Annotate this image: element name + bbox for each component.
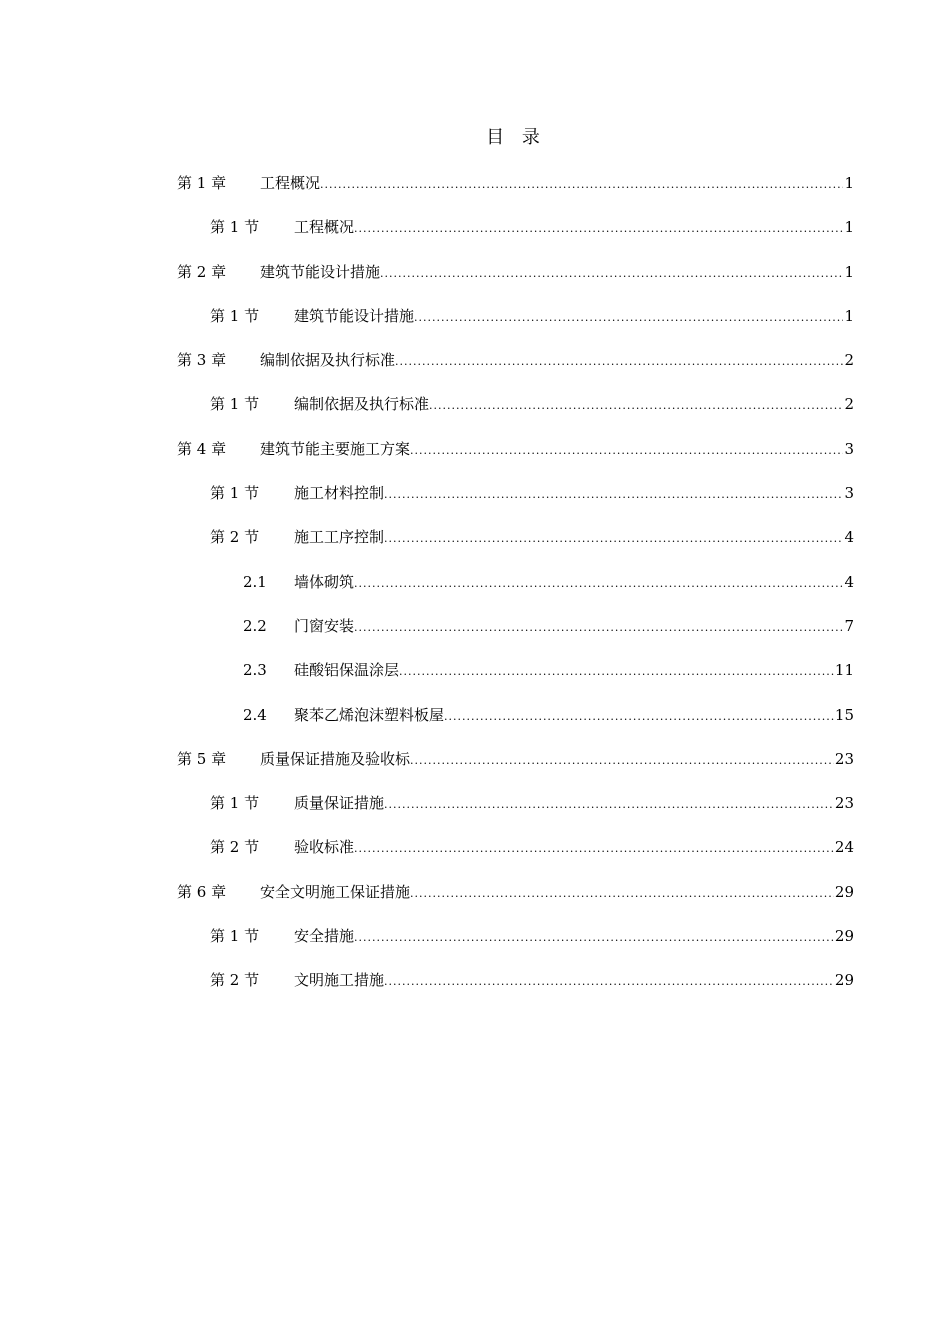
toc-entry[interactable] — [0, 703, 950, 747]
toc-entry-title: 编制依据及执行标准 — [294, 395, 430, 414]
toc-entry-page: 3 — [844, 439, 854, 458]
toc-entry-title: 编制依据及执行标准 — [260, 351, 396, 370]
toc-entry-page: 1 — [844, 174, 854, 192]
toc-dot-leader — [354, 616, 843, 640]
table-of-contents — [0, 171, 950, 1013]
toc-entry-page: 2 — [844, 395, 854, 414]
toc-entry-page: 1 — [844, 218, 854, 237]
toc-entry[interactable] — [0, 348, 950, 392]
toc-entry-title: 安全措施 — [294, 927, 355, 946]
toc-dot-leader — [384, 483, 843, 507]
toc-entry-page: 23 — [834, 794, 854, 813]
toc-dot-leader — [395, 350, 843, 374]
toc-entry-title: 施工工序控制 — [294, 528, 385, 547]
toc-entry[interactable] — [0, 304, 950, 348]
toc-entry-page: 3 — [844, 484, 854, 503]
toc-entry-page: 1 — [844, 262, 854, 281]
toc-entry-page: 29 — [834, 882, 854, 901]
toc-entry[interactable] — [0, 437, 950, 481]
toc-entry-title: 验收标准 — [294, 838, 355, 857]
toc-entry-number: 2.1 — [243, 572, 267, 591]
toc-entry-page: 29 — [834, 971, 854, 990]
toc-title: 目 录 — [486, 127, 546, 148]
toc-entry-number: 2.2 — [243, 616, 267, 635]
toc-entry-title: 安全文明施工保证措施 — [260, 882, 411, 901]
toc-entry[interactable] — [0, 392, 950, 436]
toc-entry-number: 第 3 章 — [177, 351, 227, 370]
toc-entry[interactable] — [0, 481, 950, 525]
toc-entry-page: 11 — [834, 661, 854, 680]
toc-entry-number: 第 1 节 — [210, 927, 260, 946]
toc-entry-title: 工程概况 — [260, 174, 321, 192]
toc-dot-leader — [354, 217, 843, 241]
toc-entry-number: 第 1 节 — [210, 484, 260, 503]
toc-entry-number: 第 1 节 — [210, 306, 260, 325]
toc-entry-page: 24 — [834, 838, 854, 857]
toc-entry-page: 4 — [844, 528, 854, 547]
toc-entry-number: 第 4 章 — [177, 439, 227, 458]
toc-entry-title: 建筑节能设计措施 — [294, 306, 415, 325]
toc-entry-title: 聚苯乙烯泡沫塑料板屋 — [294, 705, 445, 724]
toc-entry-number: 第 2 节 — [210, 838, 260, 857]
toc-entry-number: 第 1 节 — [210, 218, 260, 237]
toc-entry[interactable] — [0, 215, 950, 259]
toc-entry-number: 第 6 章 — [177, 882, 227, 901]
toc-entry[interactable] — [0, 924, 950, 968]
toc-dot-leader — [384, 970, 834, 994]
toc-dot-leader — [410, 749, 834, 773]
toc-entry-page: 2 — [844, 351, 854, 370]
toc-entry[interactable] — [0, 171, 950, 215]
toc-entry-page: 15 — [834, 705, 854, 724]
toc-entry[interactable] — [0, 570, 950, 614]
toc-entry[interactable] — [0, 658, 950, 702]
toc-entry-number: 第 2 章 — [177, 262, 227, 281]
toc-dot-leader — [410, 882, 834, 906]
toc-entry-number: 第 1 节 — [210, 794, 260, 813]
toc-entry-title: 质量保证措施 — [294, 794, 385, 813]
toc-entry-number: 第 1 节 — [210, 395, 260, 414]
toc-entry[interactable] — [0, 791, 950, 835]
toc-entry-page: 4 — [844, 572, 854, 591]
toc-entry-number: 第 2 节 — [210, 528, 260, 547]
toc-entry[interactable] — [0, 880, 950, 924]
toc-entry[interactable] — [0, 968, 950, 1012]
toc-entry-number: 2.3 — [243, 661, 267, 680]
toc-dot-leader — [444, 705, 834, 729]
toc-entry[interactable] — [0, 525, 950, 569]
toc-entry-number: 第 2 节 — [210, 971, 260, 990]
toc-dot-leader — [384, 527, 843, 551]
toc-entry-title: 建筑节能主要施工方案 — [260, 439, 411, 458]
toc-entry-page: 23 — [834, 749, 854, 768]
toc-entry-number: 第 1 章 — [177, 174, 227, 192]
toc-entry-title: 门窗安装 — [294, 616, 355, 635]
toc-entry-number: 第 5 章 — [177, 749, 227, 768]
toc-entry[interactable] — [0, 747, 950, 791]
toc-dot-leader — [354, 837, 834, 861]
toc-dot-leader — [354, 926, 834, 950]
toc-entry-page: 29 — [834, 927, 854, 946]
toc-entry-title: 建筑节能设计措施 — [260, 262, 381, 281]
toc-entry[interactable] — [0, 614, 950, 658]
toc-dot-leader — [399, 660, 834, 684]
toc-entry-page: 7 — [844, 616, 854, 635]
toc-entry-number: 2.4 — [243, 705, 267, 724]
toc-entry-page: 1 — [844, 306, 854, 325]
toc-dot-leader — [410, 439, 843, 463]
toc-entry-title: 硅酸铝保温涂层 — [294, 661, 400, 680]
toc-dot-leader — [354, 572, 843, 596]
toc-entry-title: 文明施工措施 — [294, 971, 385, 990]
toc-dot-leader — [384, 793, 834, 817]
toc-entry-title: 施工材料控制 — [294, 484, 385, 503]
toc-entry-title: 工程概况 — [294, 218, 355, 237]
toc-dot-leader — [320, 173, 843, 197]
toc-entry[interactable] — [0, 260, 950, 304]
toc-dot-leader — [429, 394, 843, 418]
toc-entry-title: 质量保证措施及验收标 — [260, 749, 411, 768]
toc-dot-leader — [380, 262, 843, 286]
toc-entry-title: 墙体砌筑 — [294, 572, 355, 591]
toc-entry[interactable] — [0, 835, 950, 879]
toc-dot-leader — [414, 306, 843, 330]
